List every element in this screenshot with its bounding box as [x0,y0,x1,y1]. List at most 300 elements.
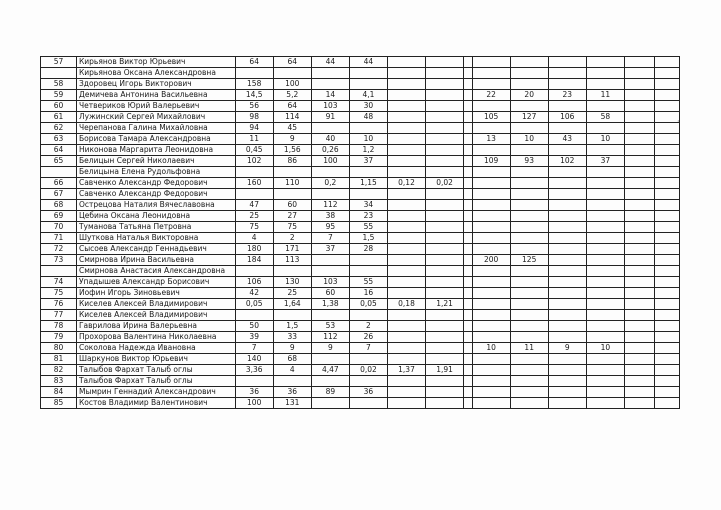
owner-name-cell: Шуткова Наталья Викторовна [76,233,235,244]
row-number-cell: 61 [41,112,77,123]
reading-cell [387,233,425,244]
reading-cell [654,167,680,178]
row-number-cell: 70 [41,222,77,233]
owner-name-cell: Киселев Алексей Владимирович [76,299,235,310]
reading-cell [654,398,680,409]
reading-cell [654,57,680,68]
reading-cell [548,233,586,244]
reading-cell: 112 [311,200,349,211]
owner-name-cell: Острецова Наталия Вячеславовна [76,200,235,211]
spacer-cell [464,79,472,90]
owner-name-cell: Упадышев Александр Борисович [76,277,235,288]
reading-cell [426,277,464,288]
reading-cell: 94 [235,123,273,134]
reading-cell [387,222,425,233]
reading-cell: 43 [548,134,586,145]
reading-cell: 60 [273,200,311,211]
reading-cell: 0,12 [387,178,425,189]
reading-cell: 44 [349,57,387,68]
reading-cell [586,354,624,365]
table-row [41,167,680,178]
owner-name-cell: Борисова Тамара Александровна [76,134,235,145]
spacer-cell [464,244,472,255]
spacer-cell [464,255,472,266]
reading-cell [311,266,349,277]
reading-cell [472,332,510,343]
spacer-cell [464,354,472,365]
table-row [41,310,680,321]
owner-name-cell: Иофин Игорь Зиновьевич [76,288,235,299]
reading-cell [510,68,548,79]
reading-cell [387,134,425,145]
row-number-cell: 59 [41,90,77,101]
reading-cell: 3,36 [235,365,273,376]
reading-cell [235,376,273,387]
reading-cell [510,101,548,112]
reading-cell [472,387,510,398]
table-row [41,354,680,365]
reading-cell [387,398,425,409]
reading-cell: 158 [235,79,273,90]
reading-cell: 7 [349,343,387,354]
reading-cell [654,376,680,387]
reading-cell [548,123,586,134]
reading-cell: 9 [273,343,311,354]
reading-cell: 95 [311,222,349,233]
reading-cell: 14,5 [235,90,273,101]
reading-cell [426,255,464,266]
reading-cell [586,233,624,244]
reading-cell: 113 [273,255,311,266]
reading-cell [426,134,464,145]
row-number-cell [41,266,77,277]
row-number-cell: 57 [41,57,77,68]
reading-cell [586,299,624,310]
reading-cell [472,123,510,134]
spacer-cell [464,387,472,398]
reading-cell [586,310,624,321]
reading-cell [624,178,654,189]
row-number-cell: 77 [41,310,77,321]
reading-cell: 131 [273,398,311,409]
reading-cell [472,398,510,409]
reading-cell [472,101,510,112]
reading-cell: 86 [273,156,311,167]
reading-cell [624,101,654,112]
spacer-cell [464,332,472,343]
spacer-cell [464,376,472,387]
row-number-cell: 82 [41,365,77,376]
reading-cell: 1,5 [273,321,311,332]
reading-cell [548,79,586,90]
owner-name-cell: Никонова Маргарита Леонидовна [76,145,235,156]
reading-cell [654,310,680,321]
reading-cell: 0,45 [235,145,273,156]
reading-cell [311,376,349,387]
reading-cell [426,156,464,167]
reading-cell [654,79,680,90]
reading-cell [510,288,548,299]
reading-cell: 100 [273,79,311,90]
reading-cell: 103 [311,277,349,288]
reading-cell: 100 [311,156,349,167]
owner-name-cell: Кирьянов Виктор Юрьевич [76,57,235,68]
reading-cell [387,354,425,365]
reading-cell: 75 [235,222,273,233]
row-number-cell: 80 [41,343,77,354]
reading-cell [548,57,586,68]
reading-cell: 1,2 [349,145,387,156]
reading-cell [426,101,464,112]
reading-cell: 112 [311,332,349,343]
reading-cell [510,211,548,222]
reading-cell [586,145,624,156]
reading-cell [548,189,586,200]
reading-cell [426,79,464,90]
reading-cell [349,266,387,277]
reading-cell [548,321,586,332]
reading-cell: 140 [235,354,273,365]
reading-cell: 22 [472,90,510,101]
reading-cell [426,310,464,321]
reading-cell [472,321,510,332]
reading-cell: 53 [311,321,349,332]
reading-cell [349,189,387,200]
table-row [41,244,680,255]
reading-cell [548,387,586,398]
reading-cell: 5,2 [273,90,311,101]
reading-cell [349,376,387,387]
reading-cell [586,222,624,233]
reading-cell [548,310,586,321]
reading-cell: 106 [548,112,586,123]
reading-cell [624,134,654,145]
reading-cell [472,376,510,387]
reading-cell [586,79,624,90]
reading-cell [235,68,273,79]
reading-cell: 23 [548,90,586,101]
reading-cell: 91 [311,112,349,123]
reading-cell [426,376,464,387]
reading-cell [624,376,654,387]
reading-cell: 36 [349,387,387,398]
reading-cell: 30 [349,101,387,112]
reading-cell [387,68,425,79]
reading-cell: 180 [235,244,273,255]
owner-name-cell: Талыбов Фархат Талыб оглы [76,365,235,376]
reading-cell: 64 [235,57,273,68]
owner-name-cell: Киселев Алексей Владимирович [76,310,235,321]
reading-cell [548,277,586,288]
reading-cell [510,244,548,255]
reading-cell: 9 [273,134,311,145]
owner-name-cell: Прохорова Валентина Николаевна [76,332,235,343]
row-number-cell: 62 [41,123,77,134]
reading-cell [586,398,624,409]
reading-cell [387,189,425,200]
reading-cell: 184 [235,255,273,266]
reading-cell [548,101,586,112]
reading-cell: 110 [273,178,311,189]
reading-cell: 16 [349,288,387,299]
reading-cell [586,101,624,112]
reading-cell: 25 [235,211,273,222]
reading-cell [548,145,586,156]
reading-cell: 105 [472,112,510,123]
reading-cell [654,354,680,365]
row-number-cell: 71 [41,233,77,244]
reading-cell: 171 [273,244,311,255]
reading-cell [510,332,548,343]
table-row [41,90,680,101]
row-number-cell: 83 [41,376,77,387]
reading-cell [586,288,624,299]
row-number-cell: 79 [41,332,77,343]
owner-name-cell: Здоровец Игорь Викторович [76,79,235,90]
reading-cell [624,68,654,79]
reading-cell [349,167,387,178]
reading-cell [426,321,464,332]
table-row [41,200,680,211]
table-row [41,222,680,233]
reading-cell [586,321,624,332]
reading-cell [387,277,425,288]
spacer-cell [464,321,472,332]
row-number-cell: 66 [41,178,77,189]
reading-cell: 102 [235,156,273,167]
reading-cell [426,233,464,244]
reading-cell [387,90,425,101]
reading-cell [426,57,464,68]
reading-cell: 27 [273,211,311,222]
table-row [41,299,680,310]
table-row [41,79,680,90]
reading-cell [654,321,680,332]
reading-cell [586,123,624,134]
table-row [41,156,680,167]
reading-cell [548,68,586,79]
spacer-cell [464,398,472,409]
reading-cell [624,200,654,211]
reading-cell: 98 [235,112,273,123]
reading-cell [548,376,586,387]
reading-cell [510,200,548,211]
reading-cell [426,145,464,156]
table-row [41,277,680,288]
table-row [41,376,680,387]
reading-cell: 4,47 [311,365,349,376]
reading-cell [387,145,425,156]
reading-cell [472,277,510,288]
reading-cell [311,398,349,409]
reading-cell [510,79,548,90]
reading-cell [654,90,680,101]
reading-cell [624,398,654,409]
reading-cell [624,211,654,222]
reading-cell [654,387,680,398]
reading-cell: 28 [349,244,387,255]
reading-cell [624,145,654,156]
reading-cell [472,354,510,365]
table-row [41,211,680,222]
reading-cell: 26 [349,332,387,343]
reading-cell: 34 [349,200,387,211]
spacer-cell [464,68,472,79]
table-row [41,398,680,409]
reading-cell [349,310,387,321]
reading-cell [235,167,273,178]
reading-cell: 4 [235,233,273,244]
row-number-cell: 69 [41,211,77,222]
reading-cell [586,178,624,189]
reading-cell [472,200,510,211]
spacer-cell [464,222,472,233]
spacer-cell [464,365,472,376]
reading-cell [472,57,510,68]
reading-cell [426,222,464,233]
spacer-cell [464,233,472,244]
reading-cell [387,321,425,332]
reading-cell [387,79,425,90]
reading-cell: 10 [510,134,548,145]
reading-cell [510,145,548,156]
reading-cell [387,343,425,354]
reading-cell: 1,91 [426,365,464,376]
reading-cell: 38 [311,211,349,222]
reading-cell [426,68,464,79]
reading-cell: 0,05 [349,299,387,310]
owner-name-cell: Кирьянова Оксана Александровна [76,68,235,79]
reading-cell [387,101,425,112]
reading-cell [510,387,548,398]
reading-cell [654,178,680,189]
table-row [41,321,680,332]
reading-cell [235,266,273,277]
reading-cell [273,376,311,387]
reading-cell [624,321,654,332]
reading-cell [548,167,586,178]
reading-cell: 37 [586,156,624,167]
table-row [41,123,680,134]
spacer-cell [464,134,472,145]
owner-name-cell: Демичева Антонина Васильевна [76,90,235,101]
reading-cell [548,398,586,409]
owner-name-cell: Савченко Александр Федорович [76,189,235,200]
reading-cell [624,79,654,90]
reading-cell [426,200,464,211]
owner-name-cell: Белицын Сергей Николаевич [76,156,235,167]
reading-cell [548,288,586,299]
row-number-cell: 60 [41,101,77,112]
row-number-cell: 74 [41,277,77,288]
reading-cell: 40 [311,134,349,145]
reading-cell [586,255,624,266]
reading-cell [311,79,349,90]
reading-cell [472,266,510,277]
reading-cell [654,233,680,244]
reading-cell [235,189,273,200]
row-number-cell [41,68,77,79]
reading-cell: 1,15 [349,178,387,189]
reading-cell: 130 [273,277,311,288]
row-number-cell: 76 [41,299,77,310]
owner-name-cell: Четвериков Юрий Валерьевич [76,101,235,112]
reading-cell: 11 [235,134,273,145]
reading-cell [654,123,680,134]
reading-cell [472,310,510,321]
reading-cell [548,178,586,189]
reading-cell: 36 [235,387,273,398]
reading-cell [273,189,311,200]
table-row [41,233,680,244]
reading-cell [654,145,680,156]
reading-cell [472,68,510,79]
reading-cell [586,365,624,376]
reading-cell [472,365,510,376]
table-row [41,178,680,189]
reading-cell: 50 [235,321,273,332]
row-number-cell: 75 [41,288,77,299]
reading-cell [510,222,548,233]
row-number-cell: 78 [41,321,77,332]
reading-cell: 64 [273,57,311,68]
reading-cell [472,222,510,233]
reading-cell: 0,05 [235,299,273,310]
reading-cell: 106 [235,277,273,288]
reading-cell: 13 [472,134,510,145]
reading-cell: 125 [510,255,548,266]
reading-cell [624,57,654,68]
reading-cell [426,398,464,409]
spacer-cell [464,277,472,288]
reading-cell [311,354,349,365]
reading-cell: 102 [548,156,586,167]
reading-cell [273,167,311,178]
owner-name-cell: Мымрин Геннадий Александрович [76,387,235,398]
reading-cell [624,123,654,134]
table-row [41,189,680,200]
spacer-cell [464,156,472,167]
reading-cell [654,288,680,299]
reading-cell [624,266,654,277]
reading-cell [586,332,624,343]
reading-cell: 39 [235,332,273,343]
reading-cell [548,211,586,222]
reading-cell: 60 [311,288,349,299]
reading-cell: 36 [273,387,311,398]
reading-cell [654,244,680,255]
reading-cell: 93 [510,156,548,167]
reading-cell: 55 [349,222,387,233]
reading-cell: 0,02 [426,178,464,189]
reading-cell: 109 [472,156,510,167]
reading-cell: 127 [510,112,548,123]
reading-cell [586,376,624,387]
reading-cell: 9 [548,343,586,354]
reading-cell: 0,2 [311,178,349,189]
owner-name-cell: Смирнова Анастасия Александровна [76,266,235,277]
reading-cell: 42 [235,288,273,299]
reading-cell [624,387,654,398]
reading-cell [654,255,680,266]
reading-cell [426,211,464,222]
reading-cell [654,101,680,112]
spacer-cell [464,343,472,354]
reading-cell [548,244,586,255]
reading-cell: 11 [586,90,624,101]
reading-cell: 100 [235,398,273,409]
reading-cell: 33 [273,332,311,343]
